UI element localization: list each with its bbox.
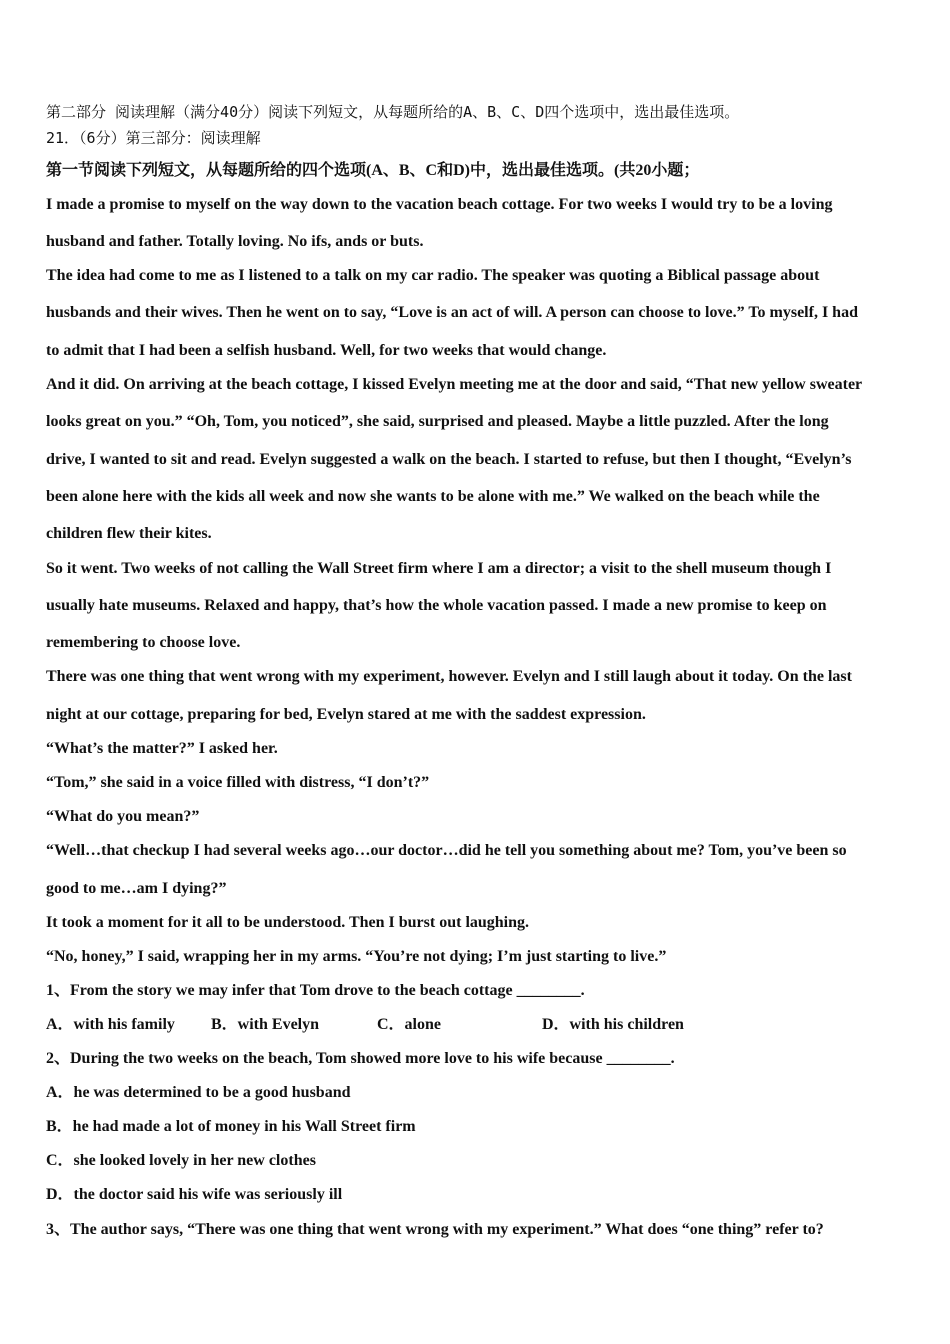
section1-instruction: 第一节阅读下列短文，从每题所给的四个选项(A、B、C和D)中，选出最佳选项。(共20小题； [46, 162, 700, 179]
passage-line: The idea had come to me as I listened to a talk on my car radio. The speaker was quoting a Biblical passage about [46, 267, 820, 284]
passage-line: “What’s the matter?” I asked her. [46, 740, 278, 757]
passage-line: It took a moment for it all to be understood. Then I burst out laughing. [46, 914, 530, 931]
question-2-option-b: B．he had made a lot of money in his Wall Street firm [46, 1118, 416, 1135]
passage-line: usually hate museums. Relaxed and happy, that’s how the whole vacation passed. I made a new promise to keep on [46, 597, 827, 614]
passage-line: husbands and their wives. Then he went on to say, “Love is an act of will. A person can choose to love.” To myself, I had [46, 304, 858, 321]
passage-line: “No, honey,” I said, wrapping her in my arms. “You’re not dying; I’m just starting to live.” [46, 948, 667, 965]
question-2-option-a: A．he was determined to be a good husband [46, 1084, 351, 1101]
passage-line: And it did. On arriving at the beach cottage, I kissed Evelyn meeting me at the door and said, “That new yellow sweater [46, 376, 863, 393]
question-2-option-c: C．she looked lovely in her new clothes [46, 1152, 316, 1169]
passage-line: night at our cottage, preparing for bed, Evelyn stared at me with the saddest expression. [46, 706, 646, 723]
passage-line: remembering to choose love. [46, 634, 241, 651]
passage-line: to admit that I had been a selfish husband. Well, for two weeks that would change. [46, 342, 607, 359]
question-21-heading: 21．（6分）第三部分：阅读理解 [46, 129, 261, 147]
question-3-stem: 3、The author says, “There was one thing that went wrong with my experiment.” What does “one thing” refer to? [46, 1221, 824, 1238]
passage-line: husband and father. Totally loving. No ifs, ands or buts. [46, 233, 424, 250]
question-1-option-b: B．with Evelyn [211, 1016, 320, 1033]
passage-line: “Tom,” she said in a voice filled with distress, “I don’t?” [46, 774, 430, 791]
question-2-option-d: D．the doctor said his wife was seriously ill [46, 1186, 343, 1203]
passage-line: been alone here with the kids all week and now she wants to be alone with me.” We walked on the beach while the [46, 488, 820, 505]
question-1-option-a: A．with his family [46, 1016, 175, 1033]
passage-line: drive, I wanted to sit and read. Evelyn suggested a walk on the beach. I started to refuse, but then I thought, “Evelyn’s [46, 451, 852, 468]
passage-line: looks great on you.” “Oh, Tom, you noticed”, she said, surprised and pleased. Maybe a little puzzled. After the long [46, 413, 829, 430]
passage-line: I made a promise to myself on the way down to the vacation beach cottage. For two weeks I would try to be a loving [46, 196, 833, 213]
passage-line: children flew their kites. [46, 525, 212, 542]
question-2-stem: 2、During the two weeks on the beach, Tom showed more love to his wife because ________. [46, 1050, 675, 1067]
part2-heading: 第二部分 阅读理解（满分40分）阅读下列短文，从每题所给的A、B、C、D四个选项中，选出最佳选项。 [46, 103, 740, 121]
question-1-stem: 1、From the story we may infer that Tom drove to the beach cottage ________. [46, 982, 585, 999]
passage-line: So it went. Two weeks of not calling the Wall Street firm where I am a director; a visit to the shell museum though I [46, 560, 832, 577]
question-1-option-c: C．alone [377, 1016, 442, 1033]
passage-line: There was one thing that went wrong with my experiment, however. Evelyn and I still laugh about it today. On the last [46, 668, 852, 685]
question-1-option-d: D．with his children [542, 1016, 684, 1033]
passage-line: “Well…that checkup I had several weeks ago…our doctor…did he tell you something about me? Tom, you’ve been so [46, 842, 847, 859]
passage-line: good to me…am I dying?” [46, 880, 227, 897]
passage-line: “What do you mean?” [46, 808, 200, 825]
